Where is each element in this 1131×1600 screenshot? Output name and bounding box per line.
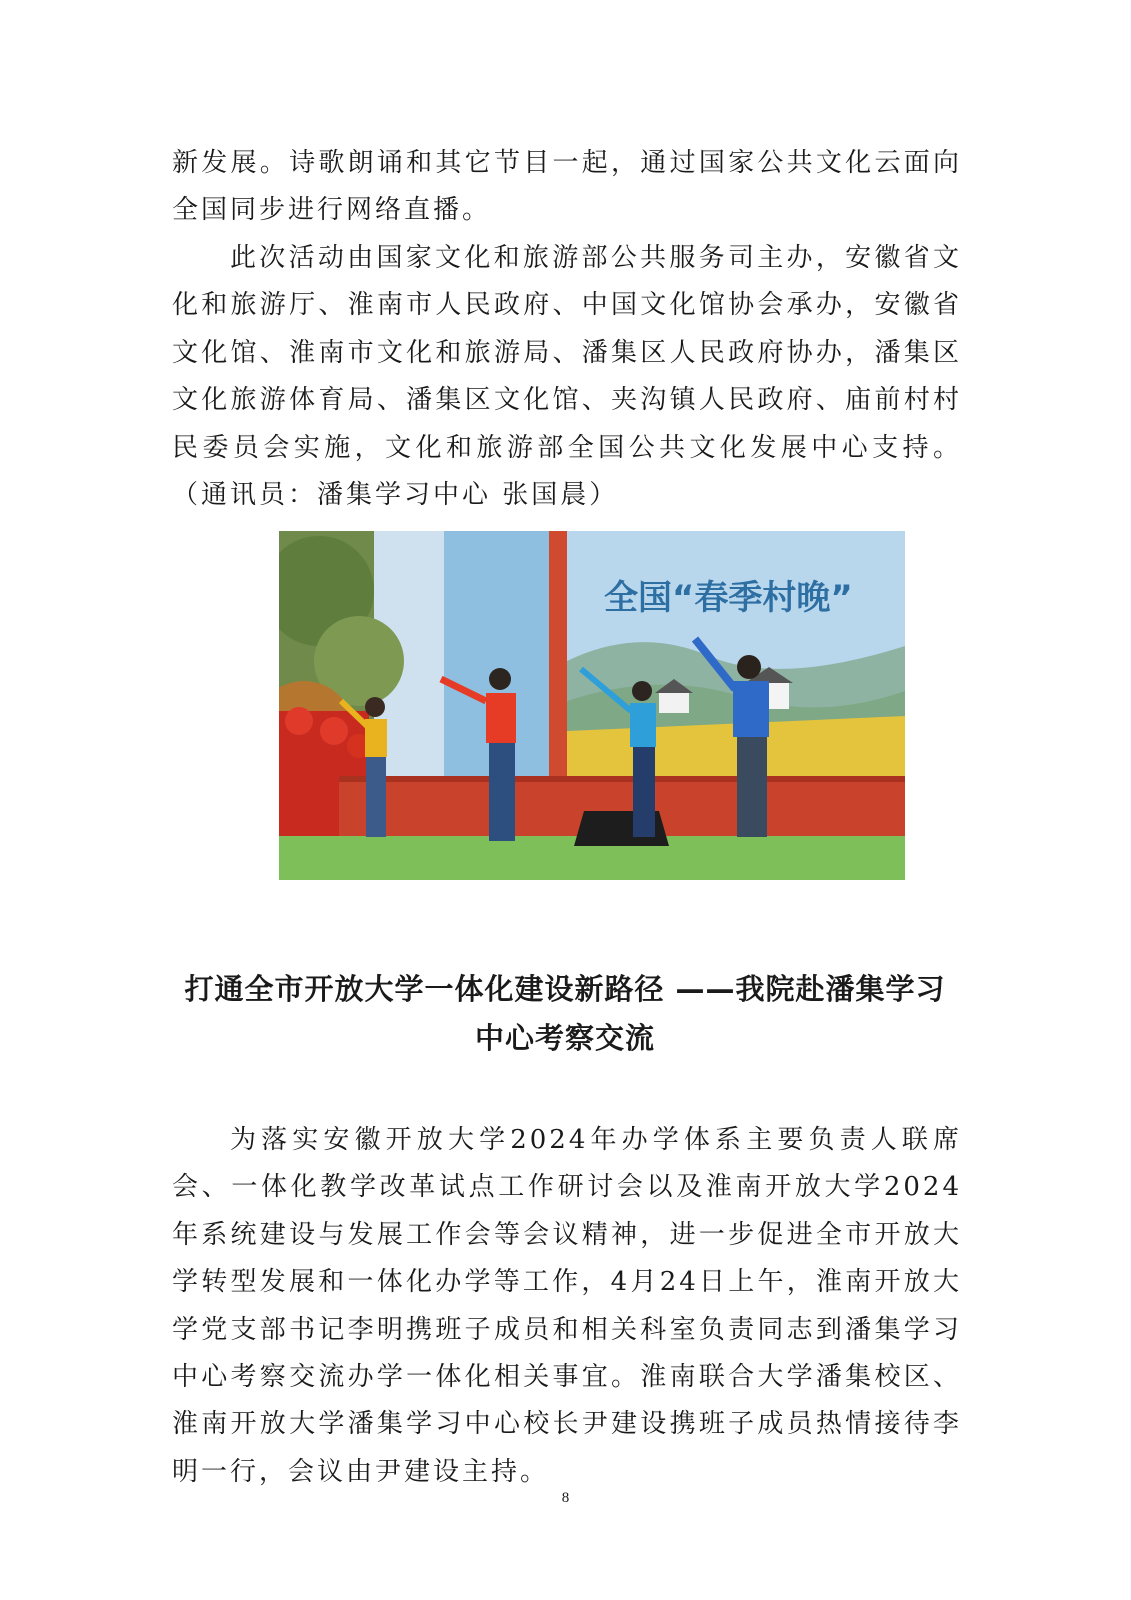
article-title-line2: 中心考察交流 [474, 1021, 655, 1055]
article-title [160, 965, 970, 1063]
article-paragraph-intro: 为落实安徽开放大学2024年办学体系主要负责人联席会、一体化教学改革试点工作研讨会以及淮南开放大学2024年系统建设与发展工作会等会议精神，进一步促进全市开放大学转型发展和一体化办学等工作，4月24日上午，淮南开放大学党支部书记李明携班子成员和相关科室负责同志到潘集学习中心考察交流办学一体化相关事宜。淮南联合大学潘集校区、淮南开放大学潘集学习中心校长尹建设携班子成员热情接待李明一行，会议由尹建设主持。 [172, 1125, 962, 1487]
article-paragraph-continued: 新发展。诗歌朗诵和其它节目一起，通过国家公共文化云面向全国同步进行网络直播。 [172, 148, 962, 226]
article-title-line1: 打通全市开放大学一体化建设新路径 ——我院赴潘集学习 [184, 972, 946, 1006]
banner-text: 全国“春季村晚” [604, 578, 853, 618]
stage-performance-image [279, 531, 905, 880]
article-paragraph-organizers: 此次活动由国家文化和旅游部公共服务司主办，安徽省文化和旅游厅、淮南市人民政府、中国文化馆协会承办，安徽省文化馆、淮南市文化和旅游局、潘集区人民政府协办，潘集区文化旅游体育局、潘集区文化馆、夹沟镇人民政府、庙前村村民委员会实施，文化和旅游部全国公共文化发展中心支持。（通讯员：潘集学习中心 张国晨） [172, 243, 962, 511]
page-number: 8 [561, 1490, 570, 1506]
event-photo [279, 531, 905, 880]
